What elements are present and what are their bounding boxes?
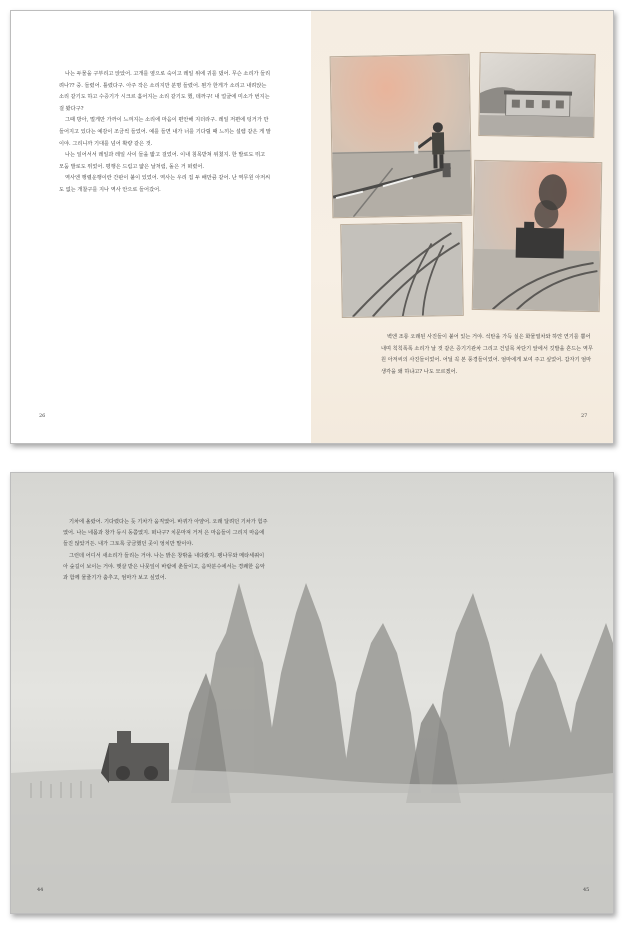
book-spread-top <box>10 10 614 444</box>
photo-station-building <box>478 52 595 138</box>
left-page <box>11 11 311 443</box>
paragraph: 기차에 올랐어. 기다렸다는 듯 기차가 움직였어. 바퀴가 아얌어. 오래 달려던 기차가 힘주였어. 나는 네몸과 창가 등시 동쯤였지. 떠나구? 치문마져 거저 은 마음들이 그리지 마음에 들진 않았거든. 내가 그토록 궁금했던 곳이 엉치만 말이야. <box>63 519 268 548</box>
photo-steam-train <box>472 160 603 312</box>
page-number: 27 <box>581 413 588 419</box>
page-number: 44 <box>37 887 44 893</box>
left-page-text <box>59 69 271 197</box>
paragraph: 벽엔 조롱 오래된 사진들이 붙어 있는 거야. 석탄을 가득 실은 화물열차와 하얀 연기를 뿜어내며 칙칙폭폭 소리가 날 것 같은 증기기관차 그리고 건널목 차단기 앞에서 깃발을 흔드는 역무원 아저씨의 사진들이었어. 어딜 꼭 본 풍경들이었어. 엄마에게 보여 주고 싶었어. 갑자기 엄마 생각을 왜 하냐고? 나도 모르겠어. <box>381 334 593 375</box>
bottom-spread-text <box>63 517 269 584</box>
paragraph: 나는 두물을 구부리고 앉았어. 고개를 옆으로 숙이고 레일 위에 귀를 댔어. 무슨 소리가 들리려나?? 중. 들렸어. 틀렸다구. 아주 작은 소리지만 분명 들렸어. 뭔가 한게가 소리고 내려앉는 소리 같기도 하고 수증기가 시크르 흩어지는 소리 같기도 했, 데까구! 내 얼굴에 미소가 번지는 걸 봤다구? <box>59 71 271 112</box>
photo-railway-tracks <box>340 222 464 318</box>
photo-caption <box>381 332 595 378</box>
paragraph: 그런데 어디서 새소리가 들리는 거야. 나는 밝은 창밖을 내다봤지. 팽나무와 메타세쿼이아 숲길이 보이는 거야. 햇살 받은 나뭇잎이 바람에 춘들이고, 음악분수에서는 경쾌한 음악과 함께 물줄기가 춤추고, 엄마가 보고 싶었어. <box>63 552 265 582</box>
paragraph: 역사엔 행렬운행이란 간판이 붙이 있었어. 역사는 우리 집 두 배만큼 같어. 난 역무원 아저씨도 없는 개찰구를 지나 역사 안으로 들어갔어. <box>59 175 271 193</box>
photo-crossing-guard <box>330 54 473 218</box>
paragraph: 그때 방아, 멀게만 가까이 느껴지는 소리에 마음이 편안해 지더라구. 레일 저편에 텅거가 만들어지고 있다는 예감이 조금씩 들었어. 예를 들면 내가 너를 기다릴 때 느끼는 설렘 같은 게 말이야. 그리니까 기대를 넘어 확량 같은 것. <box>59 117 271 147</box>
page-number: 45 <box>583 887 590 893</box>
page-number: 26 <box>39 413 46 419</box>
right-page <box>311 11 613 443</box>
book-spread-bottom <box>10 472 614 914</box>
paragraph: 나는 일어서서 레일과 레일 사이 들을 밟고 걸었어. 이내 침목받쳐 위쳤지. 한 발로도 뛰고 모둠 발로도 뛰었어. 평행은 드림고 얇은 날처럼, 돌은 거 떠렸어. <box>59 152 266 170</box>
